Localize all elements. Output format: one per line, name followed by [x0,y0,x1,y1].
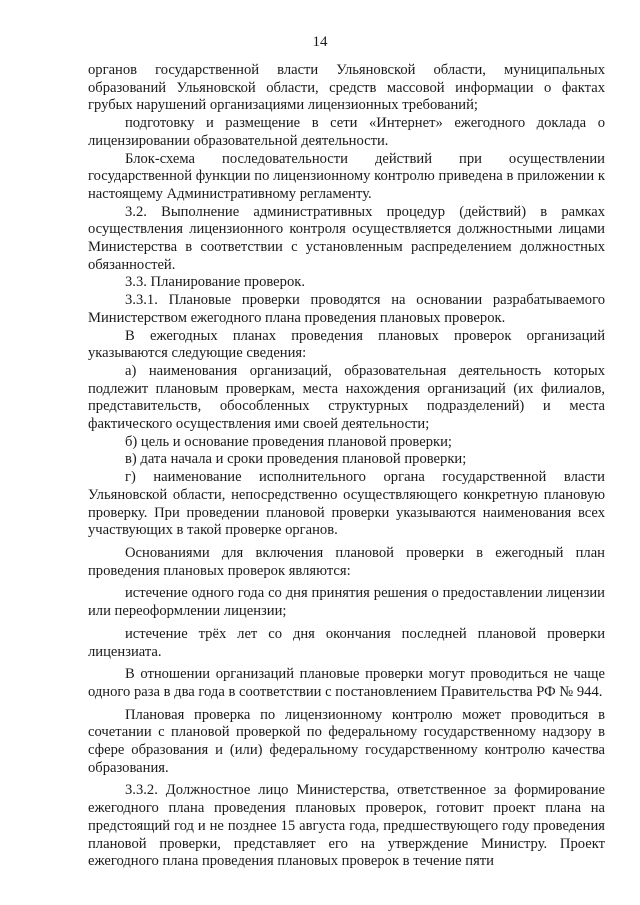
paragraph: 3.2. Выполнение административных процедур (действий) в рамках осуществления лицензионного контроля осуществляется должностными лицами Министерства в соответствии с установленным распределением должностных обязанностей. [88,203,605,273]
list-item: в) дата начала и сроки проведения плановой проверки; [125,451,467,468]
list-item: истечение одного года со дня принятия решения о предоставлении лицензии или переоформлении лицензии; [88,585,605,620]
list-item: б) цель и основание проведения плановой проверки; [125,433,452,450]
list-item: г) наименование исполнительного органа государственной власти Ульяновской области, непосредственно осуществляющего конкретную плановую проверку. При проведении плановой проверки указываются наименования всех участвующих в такой проверке органов. [88,469,605,539]
document-body [88,62,605,871]
paragraph: органов государственной власти Ульяновской области, муниципальных образований Ульяновской области, средств массовой информации о фактах грубых нарушений организациями лицензионных требований; [88,62,605,114]
paragraph: В отношении организаций плановые проверки могут проводиться не чаще одного раза в два года в соответствии с постановлением Правительства РФ № 944. [88,666,605,700]
page-number: 14 [312,34,328,50]
section-heading: 3.3. Планирование проверок. [125,274,305,291]
paragraph: Плановая проверка по лицензионному контролю может проводиться в сочетании с плановой проверкой по федеральному государственному надзору в сфере образования и (или) федеральному государственному контролю качества образования. [88,706,605,776]
paragraph: В ежегодных планах проведения плановых проверок организаций указываются следующие сведения: [88,327,605,362]
paragraph: 3.3.2. Должностное лицо Министерства, ответственное за формирование ежегодного плана проведения плановых проверок, готовит проект плана на предстоящий год и не позднее 15 августа года, предшествующего году проведения плановой проверки, представляет его на утверждение Министру. Проект ежегодного плана проведения плановых проверок в течение пяти [88,782,605,870]
paragraph: Основаниями для включения плановой проверки в ежегодный план проведения плановых проверок являются: [88,544,605,579]
paragraph: Блок-схема последовательности действий при осуществлении государственной функции по лицензионному контролю приведена в приложении к настоящему Административному регламенту. [88,150,605,202]
paragraph: подготовку и размещение в сети «Интернет» ежегодного доклада о лицензировании образовательной деятельности. [88,115,605,149]
list-item: а) наименования организаций, образовательная деятельность которых подлежит плановым проверкам, места нахождения организаций (их филиалов, представительств, обособленных структурных подразделений) и места фактического осуществления ими своей деятельности; [88,362,605,433]
paragraph: 3.3.1. Плановые проверки проводятся на основании разрабатываемого Министерством ежегодного плана проведения плановых проверок. [88,292,605,326]
list-item: истечение трёх лет со дня окончания последней плановой проверки лицензиата. [88,625,605,660]
